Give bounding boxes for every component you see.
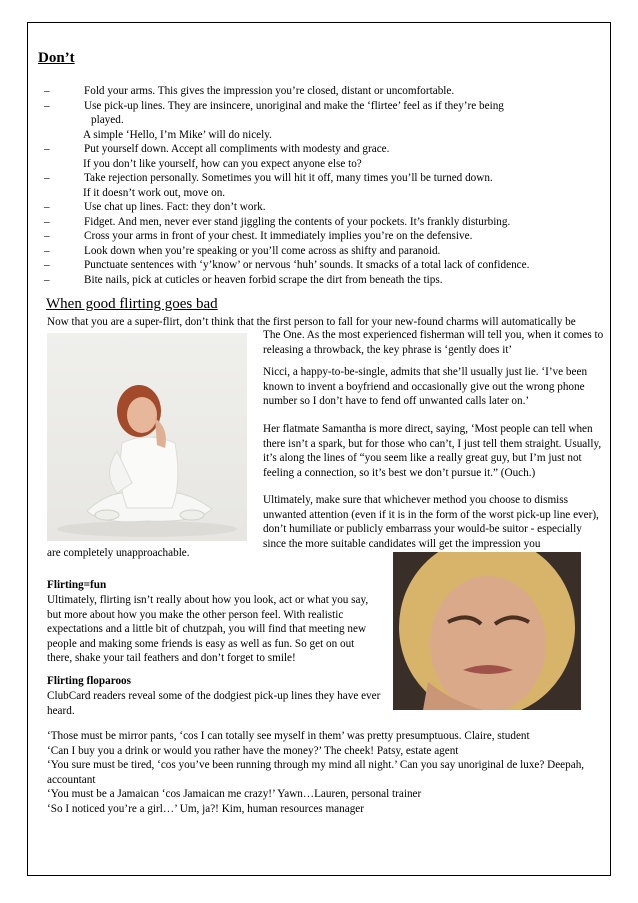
list-item: ‘Can I buy you a drink or would you rather have the money?’ The cheek! Patsy, estate agent [47, 744, 459, 757]
dash-marker: – [44, 273, 50, 286]
paragraph-ultimately-end: are completely unapproachable. [47, 547, 190, 559]
list-item: ‘You must be a Jamaican ‘cos Jamaican me crazy!’ Yawn…Lauren, personal trainer [47, 788, 422, 800]
list-item-text: Look down when you’re speaking or you’ll come across as shifty and paranoid. [84, 244, 441, 257]
woman-sitting-photo [47, 333, 247, 541]
dont-list [38, 84, 603, 287]
list-item: ‘So I noticed you’re a girl…’ Um, ja?! Kim, human resources manager [47, 802, 364, 815]
list-item-text: Fidget. And men, never ever stand jiggling the contents of your pockets. It’s frankly disturbing. [84, 215, 511, 228]
list-item: ‘Those must be mirror pants, ‘cos I can totally see myself in them’ was pretty presumptuous. Claire, student [47, 730, 530, 742]
woman-sitting-illustration [47, 333, 247, 541]
list-item [38, 171, 603, 186]
list-item-continuation: A simple ‘Hello, I’m Mike’ will do nicely. [83, 128, 272, 141]
intro-paragraph: Now that you are a super-flirt, don’t think that the first person to fall for your new-found charms will automatically be [47, 316, 576, 328]
paragraph-floparoos-intro: ClubCard readers reveal some of the dodgiest pick-up lines they have ever heard. [47, 690, 381, 717]
list-item [38, 258, 603, 273]
dash-marker: – [44, 85, 50, 97]
list-item [38, 244, 603, 259]
grimacing-woman-photo [393, 552, 581, 710]
grimacing-woman-illustration [393, 552, 581, 710]
dash-marker: – [44, 244, 50, 257]
section-title-flirting-fun: Flirting=fun [47, 579, 107, 591]
list-item [38, 99, 603, 114]
paragraph-the-one: The One. As the most experienced fisherman will tell you, when it comes to releasing a throwback, the key phrase is ‘gently does it’ [263, 329, 604, 356]
list-item-text: Bite nails, pick at cuticles or heaven forbid scrape the dirt from beneath the tips. [84, 273, 443, 286]
dash-marker: – [44, 215, 50, 228]
dash-marker: – [44, 99, 50, 112]
section-title-flirting-floparoos: Flirting floparoos [47, 675, 132, 687]
paragraph-nicci: Nicci, a happy-to-be-single, admits that she’ll usually just lie. ‘I’ve been known to invent a boyfriend and occasionally give out the wrong phone number so I don’t have to fend off unwanted calls later on.’ [263, 366, 588, 407]
dont-heading: Don’t [38, 50, 75, 66]
list-item-text: Take rejection personally. Sometimes you will hit it off, many times you’ll be turned down. [84, 172, 493, 184]
section-title-flirting-bad: When good flirting goes bad [46, 296, 218, 312]
list-item [38, 142, 603, 157]
dash-marker: – [44, 259, 50, 271]
dash-marker: – [44, 143, 50, 155]
dash-marker: – [44, 172, 50, 184]
list-item-continuation: If you don’t like yourself, how can you expect anyone else to? [83, 157, 362, 170]
paragraph-samantha: Her flatmate Samantha is more direct, saying, ‘Most people can tell when there isn’t a spark, but for those who can’t, I just tell them straight. Usually, it’s along the lines of “you seem like a really great guy, but I’m just not feeling a connection, so it’s best we don’t pursue it.” (Ouch.) [263, 423, 602, 479]
paragraph-flirting-fun: Ultimately, flirting isn’t really about how you look, act or what you say, but more about how you make the other person feel. With realistic expectations and a little bit of chutzpah, you will find that meeting new people and making some friends is easy as well as fun. So get on out there, shake your tail feathers and don’t forget to smile! [47, 594, 369, 664]
paragraph-ultimately: Ultimately, make sure that whichever method you choose to dismiss unwanted attention (even if it is in the form of the worst pick-up line ever), don’t humiliate or publicly embarrass your would-be suitor - especially since the more suitable candidates will get the impression you [263, 494, 599, 550]
list-item [38, 84, 603, 99]
list-item [38, 200, 603, 215]
list-item-continuation: played. [91, 114, 124, 126]
list-item-text: Use chat up lines. Fact: they don’t work. [84, 201, 266, 213]
quotes-list [47, 729, 607, 816]
list-item-text: Cross your arms in front of your chest. It immediately implies you’re on the defensive. [84, 230, 473, 242]
list-item [38, 229, 603, 244]
list-item-continuation: If it doesn’t work out, move on. [83, 186, 226, 199]
dash-marker: – [44, 230, 50, 242]
list-item-text: Punctuate sentences with ‘y’know’ or nervous ‘huh’ sounds. It smacks of a total lack of confidence. [84, 259, 530, 271]
dash-marker: – [44, 201, 50, 213]
list-item [38, 273, 603, 288]
list-item-text: Fold your arms. This gives the impression you’re closed, distant or uncomfortable. [84, 85, 455, 97]
list-item-text: Use pick-up lines. They are insincere, unoriginal and make the ‘flirtee’ feel as if they’re being [84, 99, 504, 112]
list-item: ‘You sure must be tired, ‘cos you’ve been running through my mind all night.’ Can you say unoriginal de luxe? Deepah, accountant [47, 759, 585, 786]
list-item [38, 215, 603, 230]
list-item-text: Put yourself down. Accept all compliments with modesty and grace. [84, 143, 390, 155]
